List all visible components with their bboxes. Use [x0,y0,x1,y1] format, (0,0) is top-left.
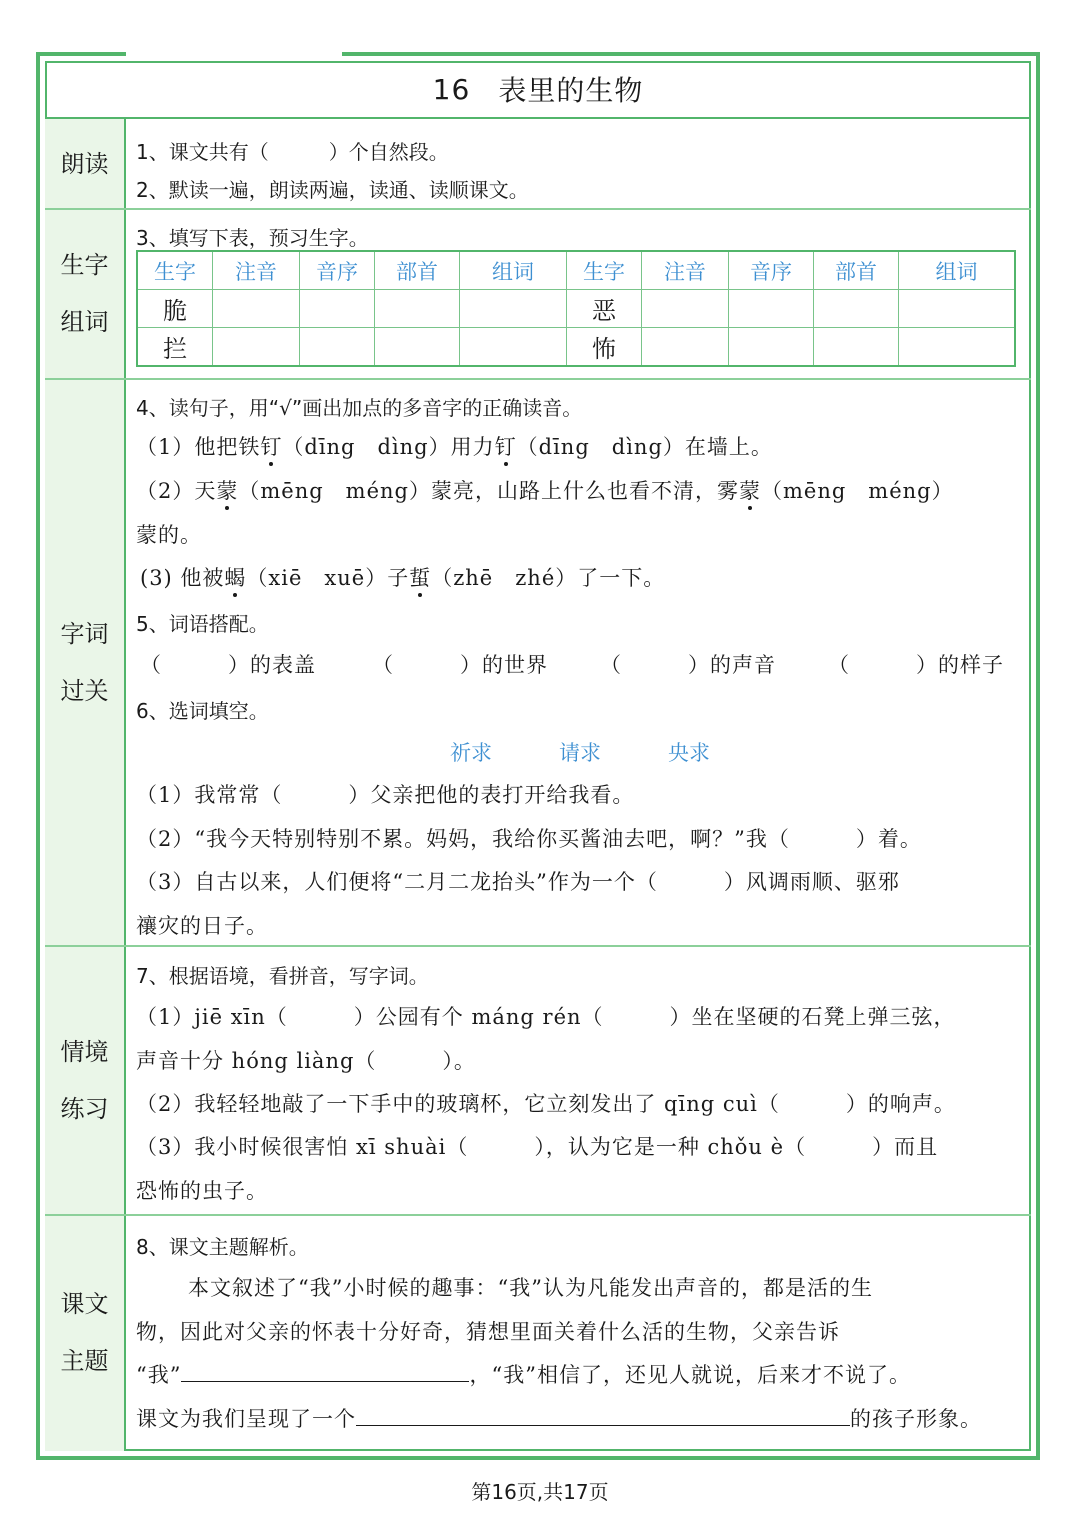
question-2: 2、默读一遍，朗读两遍，读通、读顺课文。 [136,178,529,202]
choice-word: 请求 [559,741,601,765]
text[interactable]: （zhē zhé）了一下。 [431,566,666,590]
label-text: 主题 [60,1347,109,1375]
label-text: 课文 [60,1290,109,1318]
label-text: 生字 [60,251,109,279]
answer-blank[interactable] [181,1359,469,1382]
blank-cell[interactable] [899,328,1016,367]
divider [45,1214,1031,1216]
q6-sentence-2[interactable]: （2）“我今天特别特别不累。妈妈，我给你买酱油去吧，啊？”我（ ）着。 [136,827,922,851]
text: 课文为我们呈现了一个 [136,1407,356,1431]
q7-sentence-2[interactable]: （2）我轻轻地敲了一下手中的玻璃杯，它立刻发出了 qīng cuì（ ）的响声。 [136,1092,956,1116]
q7-sentence-3[interactable]: （3）我小时候很害怕 xī shuài（ ），认为它是一种 chǒu è（ ）而且 [136,1135,939,1159]
question-5: 5、词语搭配。 [136,612,269,636]
theme-para-line: 物，因此对父亲的怀表十分好奇，猜想里面关着什么活的生物，父亲告诉 [136,1320,840,1344]
choice-word: 央求 [668,741,710,765]
q4-sentence-2-cont: 蒙的。 [136,523,202,547]
label-practice [45,946,126,1215]
text[interactable]: （dīng dìng）用力 [282,435,495,459]
lesson-number: 16 [432,72,471,106]
q5-item[interactable]: （ ）的声音 [600,653,776,677]
blank-cell[interactable] [213,290,300,328]
blank-cell[interactable] [460,328,567,367]
blank-cell[interactable] [642,328,729,367]
text: 的孩子形象。 [850,1407,982,1431]
text: （2）天 [136,479,217,503]
blank-cell[interactable] [814,290,899,328]
col-header: 注音 [642,251,729,290]
label-text: 过关 [60,676,109,705]
q4-sentence-1 [136,431,773,461]
q6-sentence-3[interactable]: （3）自古以来，人们便将“二月二龙抬头”作为一个（ ）风调雨顺、驱邪 [136,870,900,894]
blank-cell[interactable] [814,328,899,367]
text: (3) 他被 [140,566,225,590]
label-text: 字词 [60,619,109,648]
page-title [45,61,1031,119]
dotted-char: 蝎 [224,566,247,590]
table-header-row [137,251,1015,290]
dotted-char: 钉 [260,435,283,459]
dotted-char: 钉 [494,435,517,459]
blank-cell[interactable] [375,328,460,367]
q4-sentence-2 [136,475,954,505]
text: （1）他把铁 [136,435,261,459]
theme-para-line [136,1359,911,1389]
text[interactable]: （mēng méng） [761,479,954,503]
dotted-char: 蜇 [409,566,432,590]
col-header: 组词 [899,251,1016,290]
frame-gap [126,46,342,60]
label-characters [45,209,126,379]
dotted-char: 蒙 [739,479,761,503]
q7-sentence-1[interactable]: （1）jiē xīn（ ）公园有个 máng rén（ ）坐在坚硬的石凳上弹三弦， [136,1005,956,1029]
character-table [136,250,1016,367]
dotted-char: 蒙 [216,479,239,503]
table-row [137,290,1015,328]
label-text: 朗读 [60,149,109,178]
question-4: 4、读句子，用“√”画出加点的多音字的正确读音。 [136,396,583,420]
char-cell: 恶 [567,290,642,328]
text: ，“我”相信了，还见人就说，后来才不说了。 [469,1363,911,1387]
table-row [137,328,1015,367]
text: “我” [136,1363,182,1387]
col-header: 注音 [213,251,300,290]
blank-cell[interactable] [213,328,300,367]
lesson-title: 表里的生物 [498,74,644,107]
label-text: 情境 [60,1037,109,1066]
choice-word: 祈求 [450,741,492,765]
blank-cell[interactable] [300,290,375,328]
question-3: 3、填写下表，预习生字。 [136,226,369,250]
question-6: 6、选词填空。 [136,699,269,723]
q5-item[interactable]: （ ）的样子 [828,653,1004,677]
q6-sentence-3-cont: 禳灾的日子。 [136,914,268,938]
divider [45,945,1031,947]
blank-cell[interactable] [899,290,1016,328]
q5-item[interactable]: （ ）的表盖 [140,653,316,677]
q6-sentence-1[interactable]: （1）我常常（ ）父亲把他的表打开给我看。 [136,783,635,807]
q5-item[interactable]: （ ）的世界 [372,653,548,677]
col-header: 生字 [137,251,213,290]
col-header: 生字 [567,251,642,290]
char-cell: 脆 [137,290,213,328]
question-7: 7、根据语境，看拼音，写字词。 [136,964,429,988]
q7-sentence-1-cont[interactable]: 声音十分 hóng liàng（ ）。 [136,1049,476,1073]
blank-cell[interactable] [300,328,375,367]
blank-cell[interactable] [642,290,729,328]
col-header: 组词 [460,251,567,290]
blank-cell[interactable] [460,290,567,328]
col-header: 音序 [300,251,375,290]
q7-sentence-3-cont: 恐怖的虫子。 [136,1179,268,1203]
label-theme [45,1215,126,1451]
theme-para-line [136,1403,982,1433]
char-cell: 拦 [137,328,213,367]
blank-cell[interactable] [729,328,814,367]
label-reading [45,119,126,209]
question-1: 1、课文共有（ ）个自然段。 [136,140,449,164]
q4-sentence-3 [140,562,665,592]
col-header: 部首 [375,251,460,290]
text[interactable]: （mēng méng）蒙亮，山路上什么也看不清，雾 [238,479,739,503]
divider [45,208,1031,210]
col-header: 音序 [729,251,814,290]
theme-para-line: 本文叙述了“我”小时候的趣事：“我”认为凡能发出声音的，都是活的生 [188,1276,873,1300]
blank-cell[interactable] [729,290,814,328]
label-words [45,379,126,946]
label-text: 练习 [60,1094,109,1123]
divider [45,378,1031,380]
blank-cell[interactable] [375,290,460,328]
question-8: 8、课文主题解析。 [136,1235,309,1259]
page-footer: 第16页,共17页 [471,1480,609,1504]
col-header: 部首 [814,251,899,290]
char-cell: 怖 [567,328,642,367]
text[interactable]: （dīng dìng）在墙上。 [516,435,773,459]
text[interactable]: （xiē xuē）子 [246,566,410,590]
answer-blank[interactable] [356,1403,850,1426]
label-text: 组词 [60,308,109,336]
